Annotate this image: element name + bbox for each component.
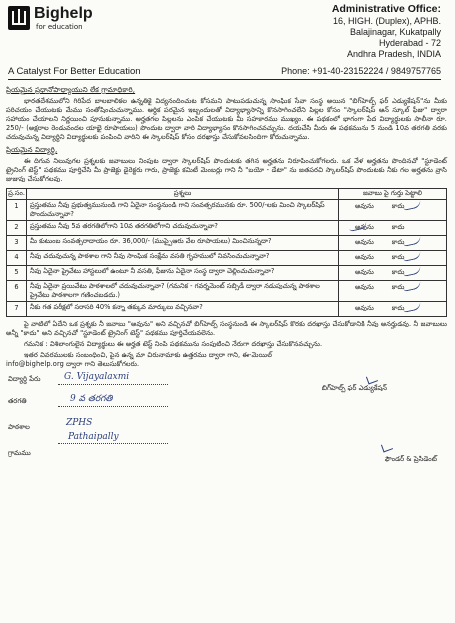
tagline: A Catalyst For Better Education	[8, 66, 141, 77]
school-value[interactable]: ZPHS	[66, 418, 93, 428]
founder-signature-icon	[381, 442, 393, 453]
table-row	[7, 251, 447, 266]
org-signature-label: బిగ్‌హెల్ప్ ఫర్ ఎడ్యుకేషన్	[321, 384, 387, 392]
name-label: విద్యార్థి పేరు	[8, 375, 41, 383]
answer-no-option[interactable]: కాదు	[391, 268, 405, 276]
answer-no-option[interactable]: కాదు	[391, 238, 405, 246]
answer-yes-option[interactable]: అవును	[355, 238, 374, 246]
salutation-student: ప్రియమైన విద్యార్థి,	[6, 146, 58, 154]
table-header-row	[7, 189, 447, 200]
signature-mark-icon	[366, 374, 378, 385]
answer-yes-option[interactable]: అవును	[355, 304, 374, 312]
question-number: 6	[7, 281, 27, 302]
intro-paragraph: భారతదేశములోని గిరిపేద బాలబాలికల ఉన్నతికై విద్యనందించుట కోసమని పాటుపడుచున్న సాంఘిక సేవా సంస్థ అయిన "బిగ్‌హెల్ప్ ఫర్ ఎడ్యుకేషన్"ను మీకు పరిచయం చేయుటకు మేము సంతోషించుచున్నాము. ఆర్థిక పరమైన ఇబ్బందులతో విద్యాభ్యాసాన్ని కొనసాగించలేని పిల్లల కోసం "స్కాలర్‌షిప్ ఆన్ స్కూల్ ఫీజు" ద్వారా సహాయం చేయాలని నిర్ణయించి పూనుకున్నాము. అర్హతగల పిల్లలను ఎంపిక చేయుటకు మీ సహకారము ముఖ్యం. ఈ పథకంలో భాగంగా పేద విద్యార్థులకు సాలీనా రూ. 250/- (అక్షరాల రెండువందల యాభై రూపాయలు) పొందుట ద్వారా వారి విద్యాభ్యాసం కొనసాగించవచ్చును. దయచేసి మీరు ఈ పథకమును 5 నుండి 10వ తరగతి వరకు చదువుచున్న విద్యార్థిని విద్యార్థులకు పంపించి వారిని ఈ స్కాలర్‌షిప్ కోసం దరఖాస్తు చేసుకోవలసిందిగా కోరుచున్నాము.	[6, 97, 447, 141]
question-text: నీవు ఏదైనా ప్రయివేటు పాఠశాలలో చదువుచున్నావా? (గమనిక - గవర్నమెంట్ సబ్సిడీ ద్వారా నడుపుచున్న పాఠశాల ప్రైవేటు పాఠశాలగా గణించబడదు.)	[27, 281, 339, 302]
answer-cell[interactable]	[339, 266, 447, 281]
address-line: 16, HIGH. (Duplex), APHB.	[332, 16, 441, 26]
question-number: 1	[7, 200, 27, 221]
question-text: నీకు గత పరీక్షలో సరాసరి 40% కన్నా తక్కువ మార్కులు వచ్చినవా?	[27, 302, 339, 317]
answer-cell[interactable]	[339, 200, 447, 221]
answer-cell[interactable]	[339, 236, 447, 251]
question-number: 7	[7, 302, 27, 317]
checkmark-icon	[402, 265, 421, 277]
checkmark-icon	[402, 301, 421, 313]
address-line: Balajinagar, Kukatpally	[349, 27, 441, 37]
name-value[interactable]: G. Vijayalaxmi	[64, 372, 130, 382]
eligibility-note: పై వాటిలో ఏదేని ఒక ప్రశ్నకు నీ జవాబు "అవును" అని వచ్చినచో బిగ్‌హెల్ప్ సంస్థనుండి ఈ స్కాలర్‌షిప్ కొరకు దరఖాస్తు చేసుకోడానికి నీవు అనర్హుడవు. నీ జవాబులు అన్నీ "కాదు" అని వచ్చినచో "స్టూడెంట్ ట్రైనింగ్ టెస్ట్" పథకము పూర్తిచేయవలెను.	[6, 320, 447, 337]
office-address	[332, 4, 441, 60]
founder-signature-label: ఫౌండర్ & ప్రెసిడెంట్	[384, 455, 437, 463]
checkmark-icon	[402, 235, 421, 247]
answer-no-option[interactable]: కాదు	[391, 283, 405, 291]
question-number: 3	[7, 236, 27, 251]
table-row	[7, 221, 447, 236]
answer-cell[interactable]	[339, 302, 447, 317]
answer-cell[interactable]	[339, 281, 447, 302]
brand-subtitle: for education	[36, 23, 83, 31]
question-number: 2	[7, 221, 27, 236]
question-number: 5	[7, 266, 27, 281]
class-underline	[58, 406, 168, 407]
address-line: Andhra Pradesh, INDIA	[346, 49, 441, 59]
salutation-headmaster: ప్రియమైన ప్రధానోపాధ్యాయుని లేక గ్రామాధికారి,	[6, 86, 136, 94]
answer-yes-option[interactable]: అవును	[355, 268, 374, 276]
table-row	[7, 266, 447, 281]
contact-email-line: info@bighelp.org ద్వారా గాని తెలుసుకోగలరు.	[6, 360, 140, 368]
answer-no-option[interactable]: కాదు	[391, 223, 405, 231]
question-number: 4	[7, 251, 27, 266]
contact-note: ఇతర వివరములకు సంబంధించి, పైన ఉన్న మా చిరునామాకు ఉత్తరము ద్వారా గాని, ఈ-మెయిల్	[24, 351, 272, 359]
book-logo-icon	[8, 6, 30, 30]
village-label: గ్రామము	[8, 449, 31, 457]
answer-no-option[interactable]: కాదు	[391, 253, 405, 261]
answer-cell[interactable]	[339, 251, 447, 266]
table-row	[7, 281, 447, 302]
answer-yes-option[interactable]: అవును	[355, 283, 374, 291]
village-value[interactable]: Pathaipally	[68, 432, 119, 442]
checkmark-icon	[402, 280, 421, 292]
answer-yes-option[interactable]: అవును	[355, 253, 374, 261]
question-text: నీవు చదువుచున్న పాఠశాల గాని నీవు సాంఘిక సంక్షేమ వసతి గృహములో నివసించుచున్నావా?	[27, 251, 339, 266]
table-row	[7, 236, 447, 251]
checkmark-icon	[402, 199, 421, 211]
answer-no-option[interactable]: కాదు	[391, 304, 405, 312]
col-answer-header: జవాబు పై గుర్తు పెట్టాలి	[339, 189, 447, 200]
table-row	[7, 302, 447, 317]
address-line: Hyderabad - 72	[378, 38, 441, 48]
col-question-header: ప్రశ్నలు	[27, 189, 339, 200]
name-underline	[58, 384, 168, 385]
office-title: Administrative Office:	[331, 3, 441, 15]
table-row	[7, 200, 447, 221]
answer-yes-option[interactable]: అవును	[355, 223, 374, 231]
answer-yes-option[interactable]: అవును	[355, 202, 374, 210]
brand-name: Bighelp	[34, 5, 93, 22]
letterhead	[6, 3, 447, 77]
school-label: పాఠశాల	[8, 423, 30, 431]
question-text: నీవు ఏదైనా ప్రైవేటు హాస్టలులో ఉంటూ నీ వసతి, ఫీజును ఏదైనా సంస్థ ద్వారా చెల్లించుచున్నావా?	[27, 266, 339, 281]
class-value[interactable]: 9 వ తరగతి	[70, 394, 113, 404]
question-text: మీ కుటుంబ సంవత్సరాదాయం రూ. 36,000/- (ముప్పైఆరు వేల రూపాయలు) మించినున్నదా?	[27, 236, 339, 251]
question-text: ప్రస్తుతము నీవు ప్రభుత్వమునుండి గాని ఏదైనా సంస్థనుండి గాని సంవత్సరమునకు రూ. 500/-లకు మించి స్కాలర్‌షిప్ పొందుచున్నావా?	[27, 200, 339, 221]
checkmark-icon	[402, 250, 421, 262]
question-text: ప్రస్తుతము నీవు 5వ తరగతిలోగాని 10వ తరగతిలోగాని చదువుచున్నావా?	[27, 221, 339, 236]
class-label: తరగతి	[8, 397, 27, 405]
answer-no-option[interactable]: కాదు	[391, 202, 405, 210]
answer-cell[interactable]	[339, 221, 447, 236]
instructions-paragraph: ఈ దిగువ నిలువుగల ప్రశ్నలకు జవాబులు నింపుట ద్వారా స్కాలర్‌షిప్ పొందుటకు తగిన అర్హతను నిరూపించుకోగలరు. ఒక వేళ అర్హతను పొందినచో "స్టూడెంట్ ట్రైనింగ్ టెస్ట్" పథకము పూర్తిచేసి మీ ప్రాజెక్టు డైరెక్టరు గారు, ప్రాజెక్టు కమిటీ మెంబర్లు గాని నీ "బయో - డేటా" ను జతపరచి స్కాలర్‌షిప్ పొందుటకు నీకు గల అర్హతను వ్రాసి జుజువు చేసుకోగలవు.	[6, 157, 447, 183]
col-number-header: ప్ర.సం.	[7, 189, 27, 200]
student-details	[6, 372, 447, 467]
school-underline	[58, 443, 168, 444]
special-note: గమనిక : విశిలాంగులైన విద్యార్థులు ఈ అర్హత టెస్ట్ నింపి పథకమును సంపుటించి నేరుగా దరఖాస్తు చేసుకొనవచ్చును.	[24, 340, 323, 348]
phone-number: Phone: +91-40-23152224 / 9849757765	[281, 66, 441, 76]
header-divider	[8, 79, 441, 80]
eligibility-table	[6, 188, 447, 317]
